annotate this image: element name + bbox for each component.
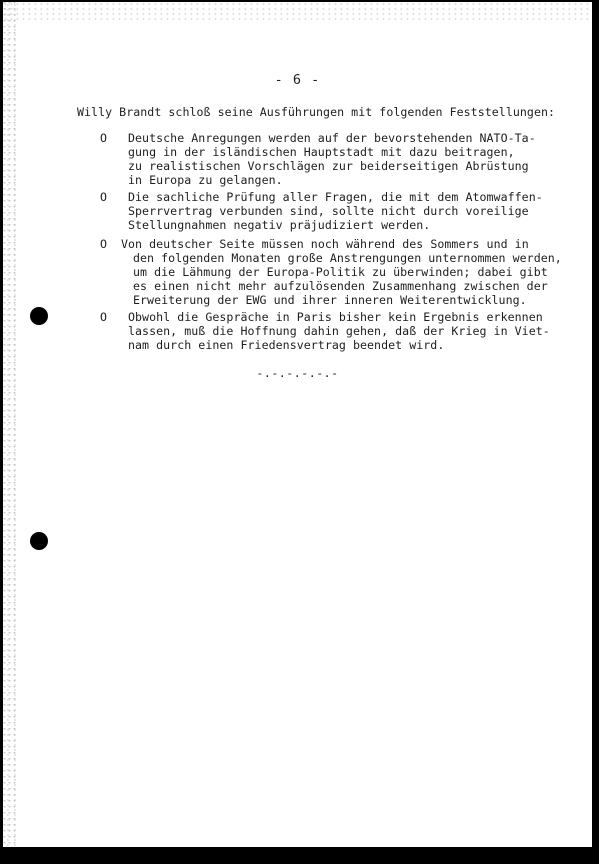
- end-separator: -.-.-.-.-.-: [256, 366, 339, 380]
- list-item-line: um die Lähmung der Europa-Politik zu überwinden; dabei gibt: [133, 265, 548, 280]
- scan-noise-left: [3, 2, 17, 847]
- bullet-marker: O: [100, 190, 107, 204]
- list-item: [128, 310, 550, 352]
- list-item-line: zu realistischen Vorschlägen zur beiderseitigen Abrüstung: [128, 159, 529, 174]
- list-item-line: Stellungnahmen negativ präjudiziert werden.: [128, 218, 431, 233]
- list-item-line: lassen, muß die Hoffnung dahin gehen, daß der Krieg in Viet-: [128, 324, 550, 339]
- list-item-line: in Europa zu gelangen.: [128, 173, 283, 188]
- scan-noise-top: [3, 2, 592, 22]
- bullet-marker: O: [100, 310, 107, 324]
- punch-hole: [30, 532, 48, 550]
- list-item-line: Sperrvertrag verbunden sind, sollte nicht durch voreilige: [128, 204, 529, 219]
- list-item: [128, 131, 536, 187]
- list-item-line: Von deutscher Seite müssen noch während des Sommers und in: [121, 237, 529, 251]
- punch-hole: [30, 307, 48, 325]
- page-number: - 6 -: [274, 72, 321, 88]
- list-item-line: Die sachliche Prüfung aller Fragen, die mit dem Atomwaffen-: [128, 190, 543, 204]
- intro-paragraph: Willy Brandt schloß seine Ausführungen mit folgenden Feststellungen:: [77, 105, 556, 119]
- list-item-line: nam durch einen Friedensvertrag beendet wird.: [128, 338, 445, 353]
- list-item-line: Obwohl die Gespräche in Paris bisher kein Ergebnis erkennen: [128, 310, 543, 324]
- list-item-line: Erweiterung der EWG und ihrer inneren Weiterentwicklung.: [133, 293, 527, 308]
- bullet-marker: O: [100, 237, 107, 251]
- bullet-marker: O: [100, 131, 107, 145]
- list-item: [128, 190, 543, 232]
- list-item-line: den folgenden Monaten große Anstrengungen unternommen werden,: [133, 251, 562, 266]
- list-item-line: Deutsche Anregungen werden auf der bevorstehenden NATO-Ta-: [128, 131, 536, 145]
- list-item: [121, 237, 562, 307]
- list-item-line: gung in der isländischen Hauptstadt mit dazu beitragen,: [128, 145, 515, 160]
- document-page: [3, 2, 592, 847]
- list-item-line: es einen nicht mehr aufzulösenden Zusammenhang zwischen der: [133, 279, 548, 294]
